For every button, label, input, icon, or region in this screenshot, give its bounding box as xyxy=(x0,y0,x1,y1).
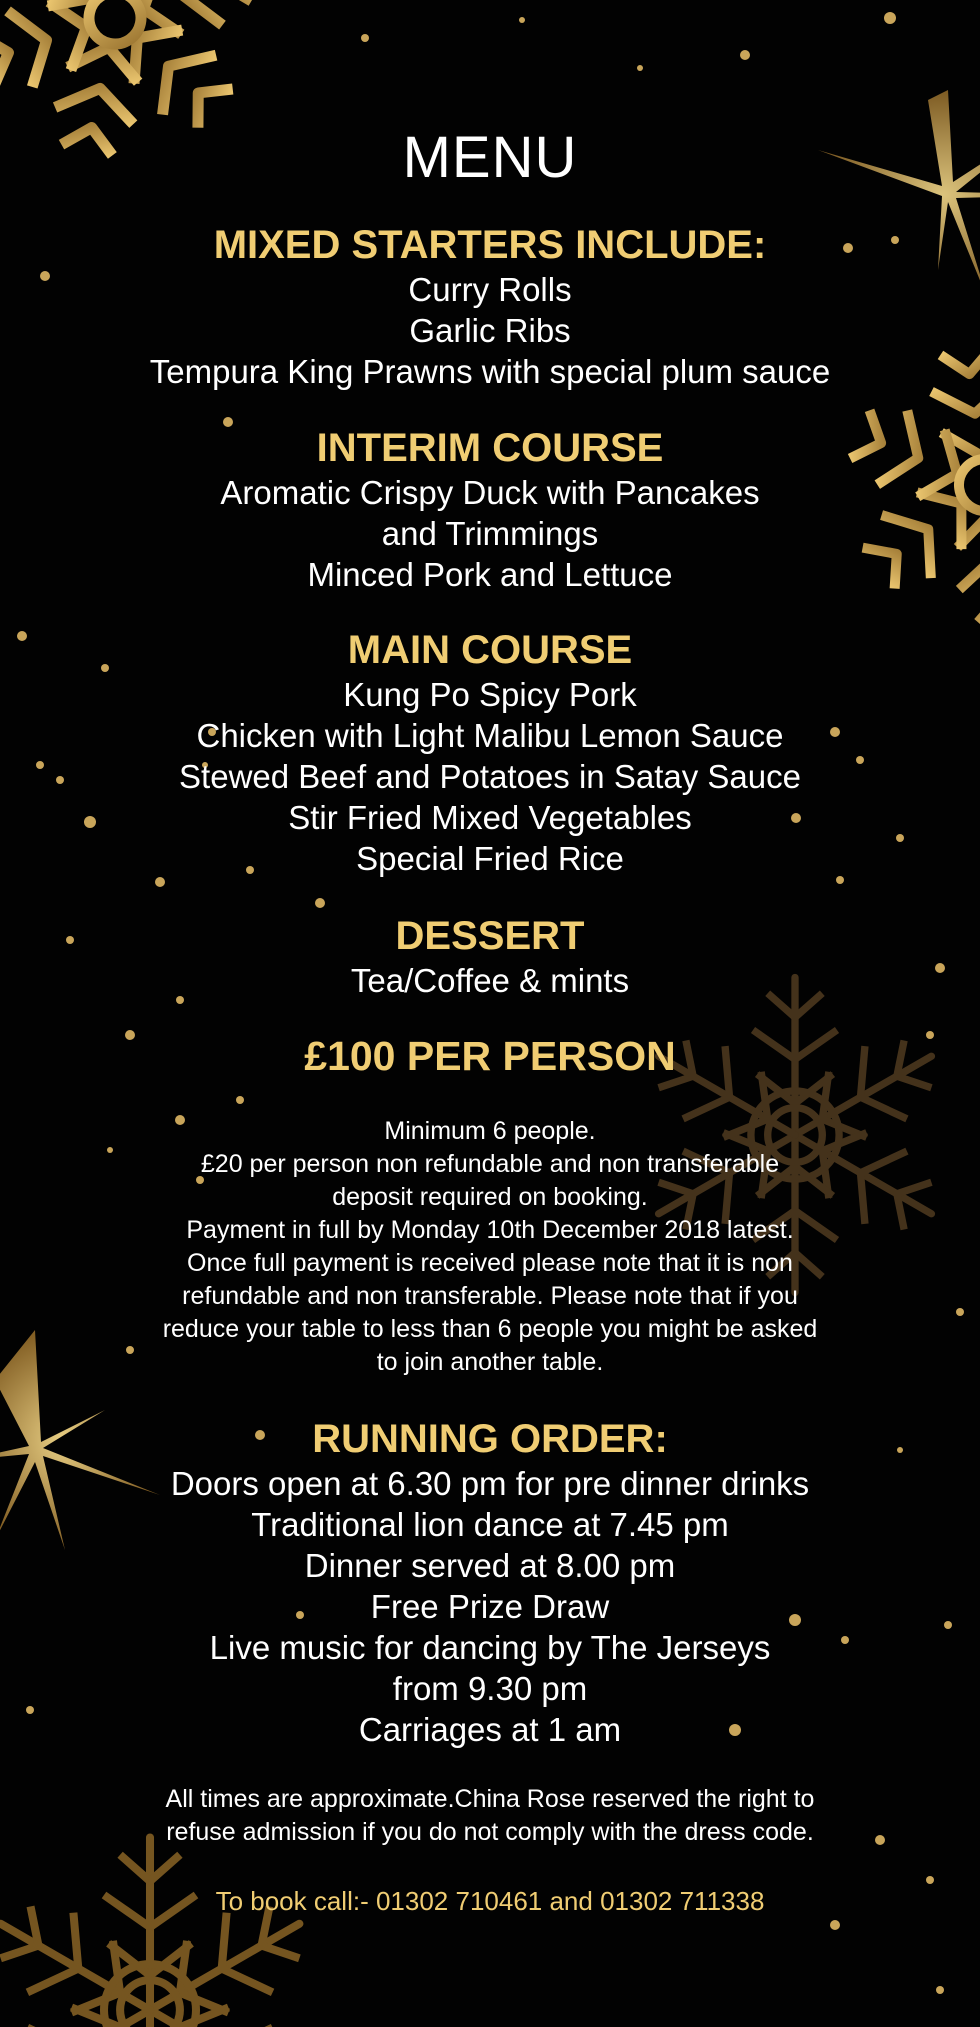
disclaimer-line: refuse admission if you do not comply with the dress code. xyxy=(166,1818,814,1846)
running-order-item: from 9.30 pm xyxy=(392,1670,588,1707)
section-running-order xyxy=(0,1415,980,1750)
running-order-item: Dinner served at 8.00 pm xyxy=(304,1547,676,1584)
menu-item: Kung Po Spicy Pork xyxy=(343,676,637,713)
running-order-item: Doors open at 6.30 pm for pre dinner drinks xyxy=(170,1465,810,1502)
menu-item: Chicken with Light Malibu Lemon Sauce xyxy=(196,717,784,754)
terms-line: deposit required on booking. xyxy=(332,1183,648,1211)
terms-line: Payment in full by Monday 10th December 2018 latest. xyxy=(186,1216,794,1244)
section-heading: INTERIM COURSE xyxy=(316,426,664,470)
booking-phone: To book call:- 01302 710461 and 01302 711338 xyxy=(215,1886,765,1916)
section-heading: MIXED STARTERS INCLUDE: xyxy=(213,223,767,267)
menu-item: Tea/Coffee & mints xyxy=(350,962,630,999)
section-heading: MAIN COURSE xyxy=(347,628,633,672)
menu-item: Stir Fried Mixed Vegetables xyxy=(288,799,692,836)
terms-line: Once full payment is received please note that it is non xyxy=(187,1249,793,1277)
menu-item: Stewed Beef and Potatoes in Satay Sauce xyxy=(179,758,801,795)
menu-item: Curry Rolls xyxy=(408,271,572,308)
running-order-item: Carriages at 1 am xyxy=(358,1711,622,1748)
menu-item: Tempura King Prawns with special plum sauce xyxy=(149,353,831,390)
terms-line: £20 per person non refundable and non transferable xyxy=(200,1150,780,1178)
booking-terms xyxy=(0,1115,980,1379)
terms-line: reduce your table to less than 6 people you might be asked xyxy=(162,1315,818,1343)
disclaimer xyxy=(0,1783,980,1849)
section-dessert xyxy=(0,912,980,1001)
menu-item: Garlic Ribs xyxy=(409,312,571,349)
terms-line: to join another table. xyxy=(376,1348,604,1376)
terms-line: refundable and non transferable. Please note that if you xyxy=(182,1282,798,1310)
section-heading: DESSERT xyxy=(395,914,585,958)
disclaimer-line: All times are approximate.China Rose reserved the right to xyxy=(165,1785,815,1813)
section-interim-course xyxy=(0,424,980,595)
section-mixed-starters xyxy=(0,221,980,392)
menu-item: Special Fried Rice xyxy=(356,840,624,877)
section-heading: RUNNING ORDER: xyxy=(312,1417,668,1461)
terms-line: Minimum 6 people. xyxy=(384,1117,596,1145)
running-order-item: Traditional lion dance at 7.45 pm xyxy=(251,1506,729,1543)
snowflake-icon xyxy=(0,1838,322,2027)
page-title: MENU xyxy=(402,125,578,190)
menu-item: Minced Pork and Lettuce xyxy=(307,556,673,593)
section-main-course xyxy=(0,626,980,879)
menu-item: and Trimmings xyxy=(381,515,599,552)
price-per-person: £100 PER PERSON xyxy=(304,1033,676,1079)
running-order-item: Live music for dancing by The Jerseys xyxy=(209,1629,771,1666)
menu-item: Aromatic Crispy Duck with Pancakes xyxy=(220,474,760,511)
running-order-item: Free Prize Draw xyxy=(370,1588,610,1625)
